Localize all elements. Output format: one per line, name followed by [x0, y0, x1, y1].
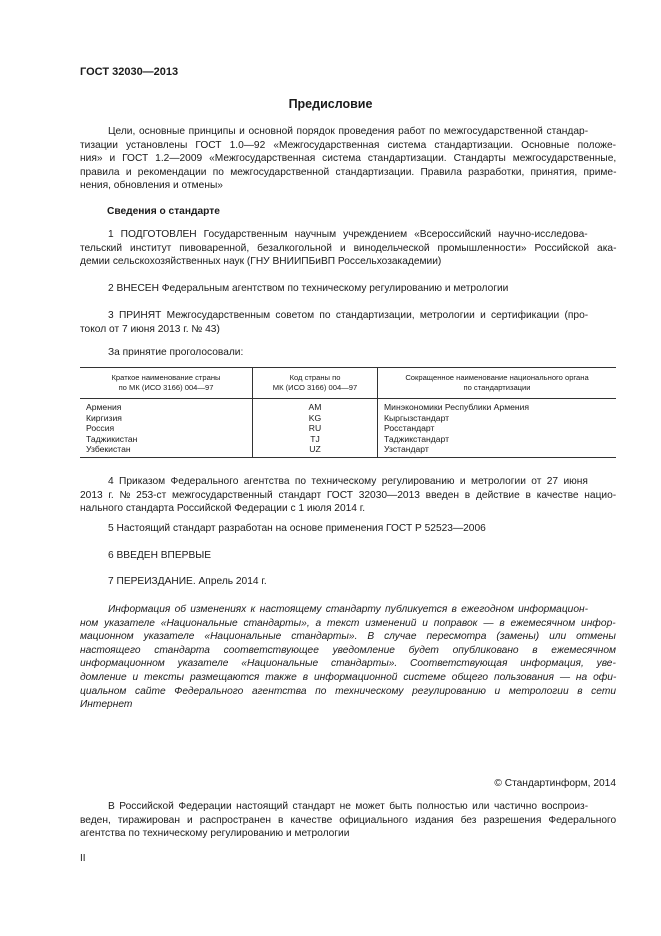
text-line: 5 Настоящий стандарт разработан на основе применения ГОСТ Р 52523—2006: [108, 523, 486, 534]
text-line: 1 ПОДГОТОВЛЕН Государственным научным учреждением «Всероссийский научно-исследова-: [108, 229, 588, 240]
page-title: Предисловие: [288, 97, 373, 111]
item-5-paragraph: [80, 522, 616, 536]
item-3-paragraph: [80, 309, 616, 336]
item-6-paragraph: [80, 549, 616, 563]
intro-paragraph: [80, 125, 616, 193]
text-line: циальном сайте Федерального агентства по техническому регулированию и метрологии в сети: [80, 685, 616, 697]
rights-paragraph: [80, 800, 616, 841]
text-line: 2 ВНЕСЕН Федеральным агентством по техническому регулированию и метрологии: [108, 283, 509, 294]
page-number: II: [80, 853, 86, 864]
text-line: настоящего стандарта соответствующее уведомление будет опубликовано в ежемесячном: [80, 644, 617, 656]
text-line: Цели, основные принципы и основной порядок проведения работ по межгосударственной стандар-: [108, 126, 589, 137]
table-row: Россия RU Росстандарт: [80, 423, 616, 434]
text-line: ном указателе «Национальные стандарты», а текст изменений и поправок — в ежемесячном инфор-: [80, 617, 616, 629]
text-line: домление и тексты размещаются также в информационной системе общего пользования — на офи-: [80, 671, 617, 683]
text-line: веден, тиражирован и распространен в качестве официального издания без разрешения Федерального: [80, 814, 617, 826]
table-header-country: Краткое наименование страны по МК (ИСО 3166) 004—97: [80, 368, 253, 399]
text-line: нения, обновления и отмены»: [80, 180, 223, 192]
text-line: тизации установлены ГОСТ 1.0—92 «Межгосударственная система стандартизации. Основные положе-: [80, 139, 617, 151]
text-line: 6 ВВЕДЕН ВПЕРВЫЕ: [108, 550, 212, 561]
item-7-paragraph: [80, 575, 616, 589]
table-row: Узбекистан UZ Узстандарт: [80, 444, 616, 457]
text-line: информационном указателе «Национальные стандарты». Соответствующая информация, уве-: [80, 658, 616, 670]
text-line: 7 ПЕРЕИЗДАНИЕ. Апрель 2014 г.: [108, 576, 267, 587]
text-line: токол от 7 июня 2013 г. № 43): [80, 323, 220, 335]
text-line: тельский институт пивоваренной, безалкогольной и винодельческой промышленности» Российской ака-: [80, 242, 617, 254]
document-header: ГОСТ 32030—2013: [80, 66, 179, 78]
item-2-paragraph: [80, 282, 616, 296]
text-line: мационном указателе «Национальные стандарты». В случае пересмотра (замены) или отмены: [80, 631, 616, 643]
voted-label-text: За принятие проголосовали:: [108, 347, 244, 358]
copyright-line: © Стандартинформ, 2014: [494, 778, 616, 789]
text-line: агентства по техническому регулированию и метрологии: [80, 828, 350, 840]
text-line: ния» и ГОСТ 1.2—2009 «Межгосударственная система стандартизации. Стандарты межгосударственные,: [80, 153, 617, 165]
table-header-code: Код страны по МК (ИСО 3166) 004—97: [253, 368, 378, 399]
amendments-notice: [80, 603, 616, 712]
item-4-paragraph: [80, 475, 616, 516]
table-row: Киргизия KG Кыргызстандарт: [80, 413, 616, 424]
item-1-paragraph: [80, 228, 616, 269]
text-line: В Российской Федерации настоящий стандарт не может быть полностью или частично воспроиз-: [108, 801, 589, 812]
table-header-body: Сокращенное наименование национального органа по стандартизации: [378, 368, 617, 399]
voted-label: [80, 346, 616, 360]
text-line: 2013 г. № 253-ст межгосударственный стандарт ГОСТ 32030—2013 введен в действие в качестве нацио-: [80, 489, 617, 501]
member-states-table: [80, 367, 616, 458]
table-row: Таджикистан TJ Таджикстандарт: [80, 434, 616, 445]
text-line: нального стандарта Российской Федерации с 1 июля 2014 г.: [80, 503, 366, 515]
text-line: 4 Приказом Федерального агентства по техническому регулированию и метрологии от 27 июня: [108, 476, 588, 487]
text-line: правила и рекомендации по межгосударственной стандартизации. Правила разработки, принятия, приме-: [80, 166, 617, 178]
text-line: Информация об изменениях к настоящему стандарту публикуется в ежегодном информацион-: [108, 604, 589, 615]
text-line: Интернет: [80, 699, 133, 711]
table-row: Армения AM Минэкономики Республики Армения: [80, 399, 616, 413]
text-line: 3 ПРИНЯТ Межгосударственным советом по стандартизации, метрологии и сертификации (про-: [108, 310, 589, 321]
text-line: демии сельскохозяйственных наук (ГНУ ВНИИПБиВП Россельхозакадемии): [80, 256, 442, 268]
standard-info-heading: Сведения о стандарте: [107, 206, 220, 217]
